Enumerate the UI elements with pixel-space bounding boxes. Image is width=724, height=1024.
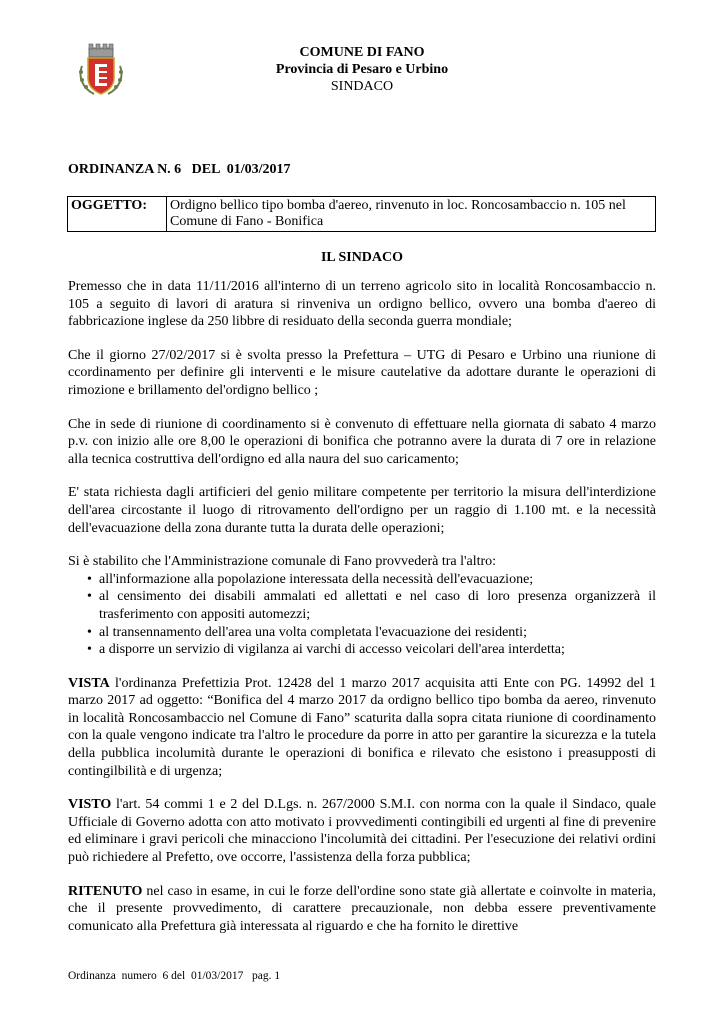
oggetto-box [67, 196, 656, 232]
bullet-icon: • [87, 642, 92, 658]
list-item: • all'informazione alla popolazione interessata della necessità dell'evacuazione; [87, 571, 534, 587]
paragraph-coordinamento: Che in sede di riunione di coordinamento si è convenuto di effettuare nella giornata di sabato 4 marzo p.v. con inizio alle ore 8,00 le operazioni di bonifica che potranno avere la durata di 7 ore in relazione alla tecnica costruttiva dell'ordigno ed alla naura del suo caricamento; [68, 416, 656, 467]
comune-name: COMUNE DI FANO [299, 45, 425, 60]
page-footer: Ordinanza numero 6 del 01/03/2017 pag. 1 [68, 970, 281, 982]
list-item: • a disporre un servizio di vigilanza ai varchi di accesso veicolari dell'area interdetta; [87, 642, 565, 658]
ritenuto-lead: RITENUTO [68, 883, 143, 899]
paragraph-premesso: Premesso che in data 11/11/2016 all'interno di un terreno agricolo sito in località Roncosambaccio n. 105 a seguito di lavori di aratura si rinveniva un ordigno bellico, ovvero una bomba d'aereo di fabbricazione inglese da 250 libbre di residuato della seconda guerra mondiale; [68, 279, 656, 330]
bullet-icon: • [87, 571, 92, 587]
ordinanza-title: ORDINANZA N. 6 DEL 01/03/2017 [68, 162, 291, 177]
list-item: • al censimento dei disabili ammalati ed allettati e nel caso di loro presenza organizzerà il trasferimento con appositi automezzi; [87, 589, 656, 622]
office-name: SINDACO [330, 79, 394, 94]
bullet-icon: • [87, 624, 92, 640]
document-body [68, 278, 656, 951]
oggetto-text: Ordigno bellico tipo bomba d'aereo, rinvenuto in loc. Roncosambaccio n. 105 nel Comune di Fano - Bonifica [170, 198, 626, 229]
sindaco-heading: IL SINDACO [320, 250, 404, 265]
coat-of-arms-icon [76, 42, 126, 98]
bullet-icon: • [87, 589, 92, 605]
document-header [200, 44, 524, 95]
vista-lead: VISTA [68, 675, 110, 691]
paragraph-ritenuto: RITENUTO nel caso in esame, in cui le forze dell'ordine sono state già allertate e coinvolte in materia, che il presente provvedimento, di carattere precauzionale, non debba essere preventivamente comunicato alla Prefettura già interessata al riguardo e che ha fornito le direttive [68, 883, 656, 934]
bullet-list [68, 571, 656, 659]
oggetto-label: OGGETTO: [68, 197, 167, 231]
list-item: • al transennamento dell'area una volta completata l'evacuazione dei residenti; [87, 624, 527, 640]
provincia-name: Provincia di Pesaro e Urbino [275, 62, 449, 77]
paragraph-amministrazione: Si è stabilito che l'Amministrazione comunale di Fano provvederà tra l'altro: [68, 554, 497, 570]
visto-lead: VISTO [68, 797, 112, 813]
paragraph-riunione: Che il giorno 27/02/2017 si è svolta presso la Prefettura – UTG di Pesaro e Urbino una riunione di ccordinamento per definire gli interventi e le misure cautelative da adottare durante le operazioni di rimozione e brillamento del'ordigno bellico ; [68, 347, 656, 398]
paragraph-vista: VISTA l'ordinanza Prefettizia Prot. 12428 del 1 marzo 2017 acquisita atti Ente con PG. 14992 del 1 marzo 2017 ad oggetto: “Bonifica del 4 marzo 2017 da ordigno bellico tipo bomba da aereo, rinvenuto in località Roncosambaccio nel Comune di Fano” scaturita dalla sopra citata riunione di coordinamento con la quale vengono indicate tra l'altro le procedure da porre in atto per garantire la sicurezza e la tutela della pubblica incolumità durante le operazioni di bonifica e rilevato che esistono i preasupposti di contingilbilità e di urgenza; [68, 675, 656, 779]
paragraph-interdizione: E' stata richiesta dagli artificieri del genio militare competente per territorio la misura dell'interdizione dell'area circostante il luogo di ritrovamento dell'ordigno per un raggio di 1.100 mt. e la necessità dell'evacuazione della zona durante tutta la durata delle operazioni; [68, 485, 656, 536]
paragraph-visto: VISTO l'art. 54 commi 1 e 2 del D.Lgs. n. 267/2000 S.M.I. con norma con la quale il Sindaco, quale Ufficiale di Governo adotta con atto motivato i provvedimenti contingibili ed urgenti al fine di prevenire ed eliminare i gravi pericoli che minacciono l'incolumità dei cittadini. Per l'esecuzione dei relativi ordini può richiedere al Prefetto, ove occorre, l'assistenza della forza pubblica; [68, 797, 656, 866]
